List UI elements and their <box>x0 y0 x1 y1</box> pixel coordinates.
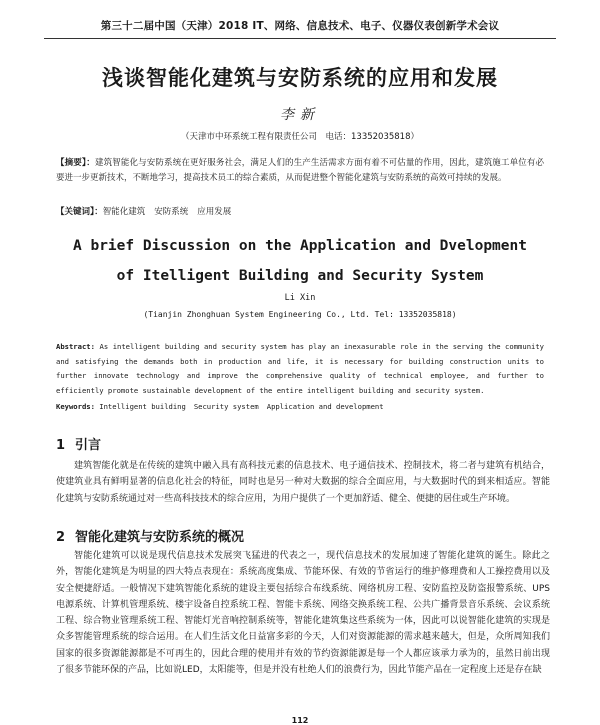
chinese-abstract-text: 建筑智能化与安防系统在更好服务社会，满足人们的生产生活需求方面有着不可估量的作用，因此，建筑施工单位有必要进一步更新技术，不断地学习，提高技术员工的综合素质，从而促进整个智能化建筑与安防系统的高效可持续的发展。 <box>56 158 544 183</box>
english-keyword: Intelligent building <box>99 402 186 411</box>
section-heading <box>56 434 101 453</box>
body-paragraph: 智能化建筑可以说是现代信息技术发展突飞猛进的代表之一，现代信息技术的发展加速了智能化建筑的诞生。除此之外，智能化建筑是为明显的四大特点表现在：系统高度集成、节能环保、有效的节省运行的维护修理费和人工操控费用以及安全便捷舒适。一般情况下建筑智能化系统的建设主要包括综合布线系统、网络机房工程、安防监控及防盗报警系统、UPS电源系统、计算机管理系统、楼宇设备自控系统工程、智能卡系统、网络交换系统工程、公共广播背景音乐系统、会议系统工程、综合物业管理系统工程、智能灯光音响控制系统等，智能化建筑集这些系统为一体，因此可以说智能化建筑的实现是众多智能管理系统的综合运用。在人们生活文化日益富多彩的今天，人们对资源能源的需求越来越大，但是，众所周知我们国家的很多资源能源都是不可再生的，因此合理的使用并有效的节约资源能源是每一个人都应该承力承为的，虽然日前出现了很多节能环保的产品，比如说LED，太阳能等，但是并没有杜绝人们的浪费行为，因此节能产品在一定程度上还是存在缺 <box>56 551 550 676</box>
chinese-abstract-label: 【摘要】： <box>56 158 95 168</box>
chinese-affiliation: （天津市中环系统工程有限责任公司 电话：13352035818） <box>181 132 419 142</box>
english-title-line-1: A brief Discussion on the Application and Dvelopment <box>73 238 527 254</box>
section-title: 智能化建筑与安防系统的概况 <box>75 530 245 545</box>
section-number: 2 <box>56 530 66 545</box>
chinese-keywords-label: 【关键词】： <box>56 207 103 217</box>
running-header: 第三十二届中国（天津）2018 IT、网络、信息技术、电子、仪器仪表创新学术会议 <box>100 20 500 32</box>
english-abstract <box>56 340 544 398</box>
english-keyword: Security system <box>193 402 259 411</box>
chinese-abstract <box>56 156 544 186</box>
english-keywords-label: Keywords: <box>56 402 95 411</box>
english-abstract-label: Abstract: <box>56 342 95 351</box>
english-affiliation: (Tianjin Zhonghuan System Engineering Co., Ltd. Tel: 13352035818) <box>143 310 457 319</box>
english-keywords <box>56 402 544 411</box>
section-number: 1 <box>56 438 66 453</box>
english-abstract-text: As intelligent building and security system has play an inexasurable role in the serving the community and satisfying the demands both in production and life, it is necessary for building construction units to further innovate technology and improve the comprehensive quality of technical employee, and further to efficiently promote sustainable development of the entire intelligent building and security system. <box>56 342 544 395</box>
english-keyword: Application and development <box>266 402 384 411</box>
english-author: Li Xin <box>284 293 316 303</box>
chinese-keyword: 安防系统 <box>154 207 189 217</box>
english-title-line-2: of Itelligent Building and Security System <box>116 268 484 284</box>
section-heading <box>56 526 244 545</box>
chinese-keyword: 应用发展 <box>197 207 232 217</box>
section-title: 引言 <box>75 438 102 453</box>
chinese-keywords <box>56 205 544 217</box>
chinese-author: 李新 <box>280 107 320 123</box>
page-number: 112 <box>291 716 309 725</box>
header-rule <box>44 38 556 39</box>
chinese-title: 浅谈智能化建筑与安防系统的应用和发展 <box>102 66 498 90</box>
chinese-keyword: 智能化建筑 <box>102 207 146 217</box>
body-paragraph: 建筑智能化就是在传统的建筑中融入具有高科技元素的信息技术、电子通信技术、控制技术，将二者与建筑有机结合，使建筑业具有鲜明显著的信息化社会的特征，同时也是另一种对大数据的综合全面应用，与大数据时代的到来相适应。智能化建筑与安防系统通过对一些高科技技术的综合应用，为用户提供了一个更加舒适、健全、便捷的居住或生产环境。 <box>56 461 550 504</box>
